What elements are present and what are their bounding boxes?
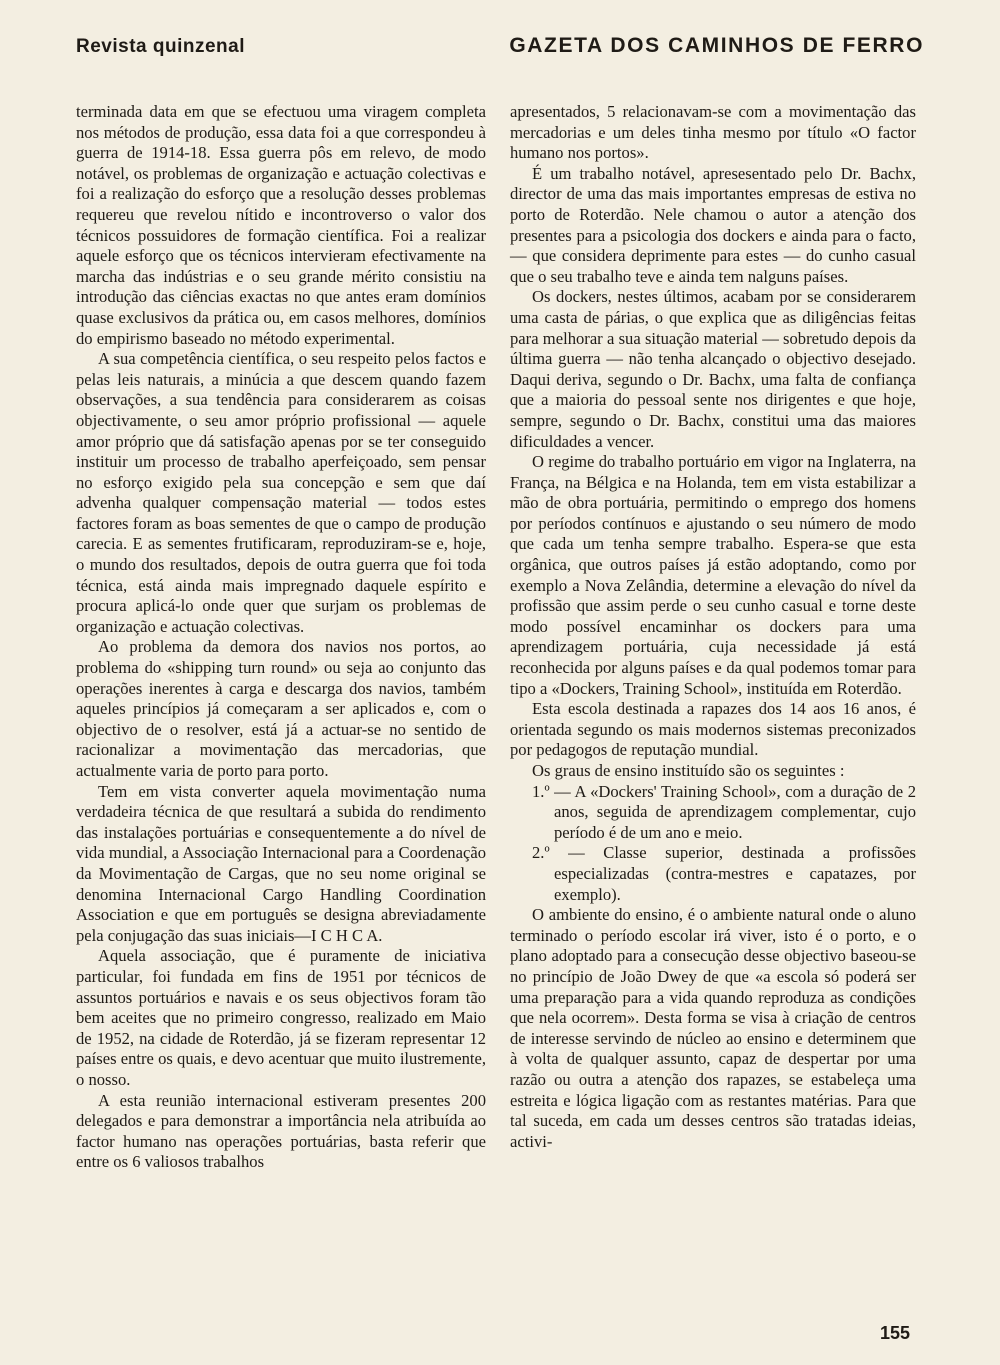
paragraph: Os dockers, nestes últimos, acabam por se considerarem uma casta de párias, o que explica que as diligências feitas para melhorar a sua situação material — sobretudo depois da última guerra — não tenha alcançado o objectivo desejado. Daqui deriva, segundo o Dr. Bachx, uma falta de confiança que a maioria do pessoal sente nos dirigentes e que hoje, sempre, segundo o Dr. Bachx, constitui uma das maiores dificuldades a vencer.	[510, 287, 916, 451]
paragraph: A esta reunião internacional estiveram presentes 200 delegados e para demonstrar a importância nela atribuída ao factor humano nas operações portuárias, basta referir que entre os 6 valiosos trabalhos	[76, 1090, 486, 1172]
paragraph: Tem em vista converter aquela movimentação numa verdadeira técnica de que resultará a subida do rendimento das instalações portuárias e consequentemente a do nível de vida mundial, a Associação Internacional para a Coordenação da Movimentação de Cargas, que no seu nome original se denomina Internacional Cargo Handling Coordination Association e que em português se designa abreviadamente pela conjugação das suas iniciais—I C H C A.	[76, 781, 486, 945]
paragraph: Aquela associação, que é puramente de iniciativa particular, foi fundada em fins de 1951 por técnicos de assuntos portuários e navais e os seus objectivos foram tão bem aceites que no primeiro congresso, realizado em Maio de 1952, na cidade de Roterdão, já se fizeram representar 12 países entre os quais, e devo acentuar que muito ilustremente, o nosso.	[76, 946, 486, 1089]
paragraph: A sua competência científica, o seu respeito pelos factos e pelas leis naturais, a minúcia a que descem quando fazem observações, a sua tendência para considerarem as coisas objectivamente, o seu amor próprio profissional — aquele amor próprio que dá satisfação apenas por se ter conseguido instituir um processo de trabalho aperfeiçoado, sem pensar no esforço exigido pela sua concepção e sem que daí advenha qualquer compensação material — todos estes factores foram as boas sementes de que o campo de produção carecia. E as sementes frutificaram, reproduziram-se e, hoje, o mundo dos resultados, depois de outra guerra que foi toda técnica, está ainda mais impregnado daquele espírito e procura aplicá-lo onde quer que surjam os problemas de organização e actuação colectivas.	[76, 349, 486, 636]
list-item: 1.º — A «Dockers' Training School», com a duração de 2 anos, seguida de aprendizagem complementar, cujo período é de um ano e meio.	[532, 781, 916, 842]
left-column	[76, 102, 486, 1173]
paragraph: Esta escola destinada a rapazes dos 14 aos 16 anos, é orientada segundo os mais modernos sistemas preconizados por pedagogos de reputação mundial.	[510, 699, 916, 760]
list-item: 2.º — Classe superior, destinada a profissões especializadas (contra-mestres e capatazes, por exemplo).	[532, 843, 916, 904]
paragraph: O regime do trabalho portuário em vigor na Inglaterra, na França, na Bélgica e na Holanda, tem em vista estabilizar a mão de obra portuária, permitindo o emprego dos homens por períodos contínuos e ajustando o seu número de modo que cada um tenha sempre trabalho. Espera-se que esta orgânica, que outros países já estão adoptando, como por exemplo a Nova Zelândia, determine a elevação do nível da profissão que assim perde o seu cunho casual e torne deste modo possível encaminhar os dockers para uma aprendizagem portuária, cuja necessidade já está reconhecida por alguns países e da qual podemos tomar para tipo a «Dockers, Training School», instituída em Roterdão.	[510, 452, 916, 698]
paragraph: apresentados, 5 relacionavam-se com a movimentação das mercadorias e um deles tinha mesmo por título «O factor humano nos portos».	[510, 102, 916, 163]
paragraph: O ambiente do ensino, é o ambiente natural onde o aluno terminado o período escolar irá viver, isto é o porto, e o plano adoptado para a consecução desse objectivo baseou-se no princípio de João Dwey de que «a escola só poderá ser uma preparação para a vida quando reproduza as condições que nela ocorrem». Desta forma se visa à criação de centros de interesse servindo de núcleo ao ensino e determinem que à volta de qualquer assunto, capaz de despertar por uma razão ou outra a atenção dos rapazes, se estabeleça uma estreita e lógica ligação com as restantes matérias. Para que tal suceda, em cada um desses centros são tratadas ideias, activi-	[510, 905, 916, 1151]
paragraph: É um trabalho notável, apresesentado pelo Dr. Bachx, director de uma das mais importantes empresas de estiva no porto de Roterdão. Nele chamou o autor a atenção dos presentes para a psicologia dos dockers e ainda para o facto, — que considera deprimente para estes — do cunho casual que o seu trabalho teve e ainda tem nalguns países.	[510, 163, 916, 286]
running-header-right: GAZETA DOS CAMINHOS DE FERRO	[509, 34, 924, 57]
page-number: 155	[879, 1323, 910, 1343]
paragraph: Os graus de ensino instituído são os seguintes :	[532, 761, 845, 780]
paragraph: terminada data em que se efectuou uma viragem completa nos métodos de produção, essa data foi a que correspondeu à guerra de 1914-18. Essa guerra pôs em relevo, de modo notável, os problemas de organização e actuação colectivas e foi a realização do esforço que a resolução desses problemas requereu que revelou nítido e incontroverso o valor dos técnicos possuidores de formação científica. Foi a realizar aquele esforço que os técnicos intervieram efectivamente na marcha das indústrias e o seu grande mérito consistiu na introdução das ciências exactas no que antes eram domínios quase exclusivos da prática ou, em casos melhores, domínios do empirismo baseado no método experimental.	[76, 102, 486, 348]
right-column	[510, 102, 916, 1152]
running-header-left: Revista quinzenal	[76, 36, 245, 57]
paragraph: Ao problema da demora dos navios nos portos, ao problema do «shipping turn round» ou seja ao conjunto das operações inerentes à carga e descarga dos navios, também aqueles princípios já começaram a ser aplicados e, com o objectivo de o resolver, está já a actuar-se no sentido de racionalizar a movimentação das mercadorias, que actualmente varia de porto para porto.	[76, 637, 486, 780]
